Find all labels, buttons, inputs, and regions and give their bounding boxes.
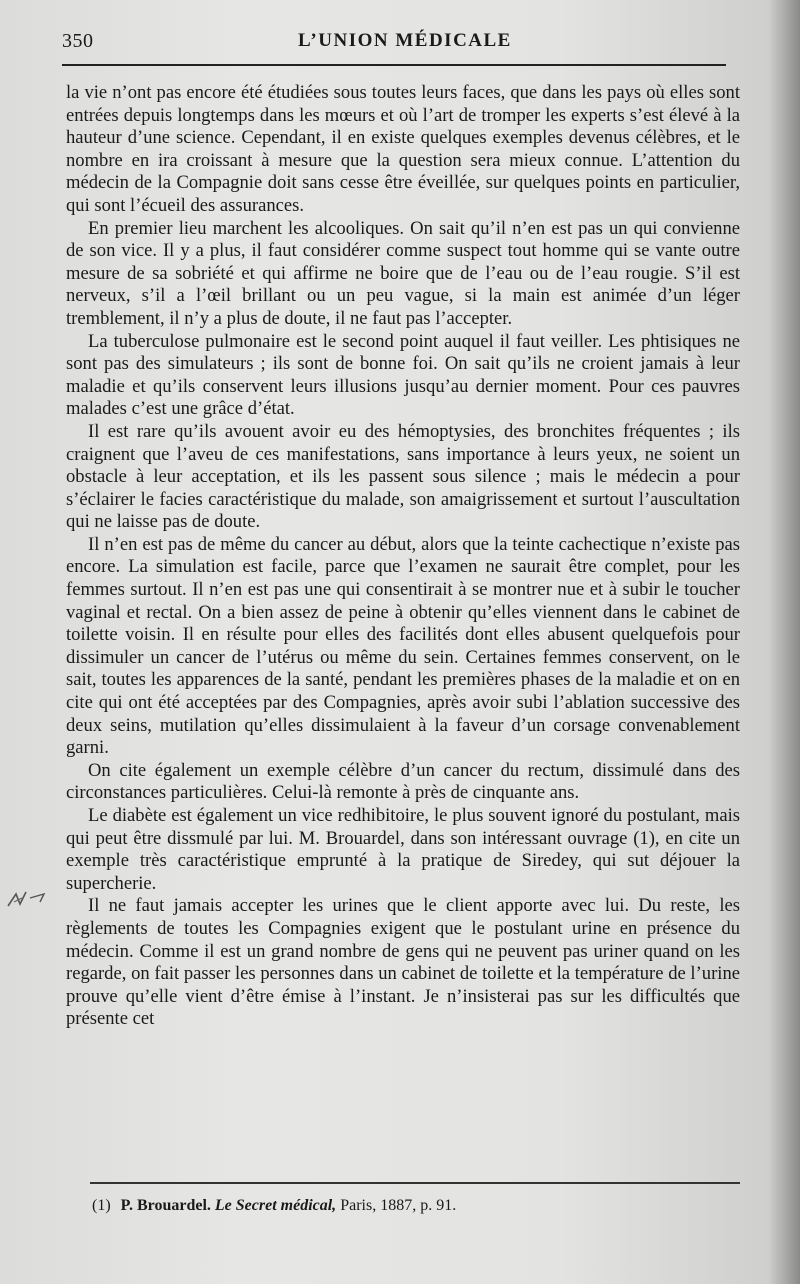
header-rule [62,64,726,66]
margin-pencil-mark-icon [4,884,60,914]
footnote-rule [90,1182,740,1184]
page-header [62,28,726,58]
footnote-marker: (1) [92,1197,111,1214]
paragraph-cancer-rectum: On cite également un exemple célèbre d’un cancer du rectum, dissimulé dans des circonstances particulières. Celui-là remonte à près de cinquante ans. [66,759,740,804]
body-text [66,82,740,1031]
footnote-publication: Paris, 1887, p. 91. [340,1197,457,1214]
paragraph-cancer: Il n’en est pas de même du cancer au début, alors que la teinte cachectique n’existe pas encore. La simulation est facile, parce que l’examen ne saurait être complet, pour les femmes surtout. Il n’en est pas une qui consentirait à se montrer nue et à subir le toucher vaginal et rectal. On a bien assez de peine à obtenir qu’elles viennent dans le cabinet de toilette voisin. Il en résulte pour elles des facilités dont elles abusent quelquefois pour dissimuler un cancer de l’utérus ou même du sein. Certaines femmes conservent, on le sait, toutes les apparences de la santé, pendant les premières phases de la maladie et on en cite qui ont été acceptées par des Compagnies, après avoir subi l’ablation successive des deux seins, mutilation qu’elles dissimulaient à la faveur d’un corsage convenablement garni. [66,533,740,759]
paragraph-tuberculose: La tuberculose pulmonaire est le second point auquel il faut veiller. Les phtisiques ne sont pas des simulateurs ; ils sont de bonne foi. On sait qu’ils ne croient jamais à leur maladie et qu’ils conservent leurs illusions jusqu’au dernier moment. Pour ces pauvres malades c’est une grâce d’état. [66,330,740,420]
footnote [92,1196,732,1216]
page-number: 350 [62,30,94,52]
paragraph-diabete: Le diabète est également un vice redhibitoire, le plus souvent ignoré du postulant, mais qui peut être dissmulé par lui. M. Brouardel, dans son intéressant ouvrage (1), en cite un exemple très caractéristique emprunté à la pratique de Siredey, qui sut déjouer la supercherie. [66,805,740,894]
footnote-author: P. Brouardel. [120,1197,211,1214]
paragraph-urines: Il ne faut jamais accepter les urines que le client apporte avec lui. Du reste, les règlements de toutes les Compagnies exigent que le postulant urine en présence du médecin. Comme il est un grand nombre de gens qui ne peuvent pas uriner quand on les regarde, on fait passer les personnes dans un cabinet de toilette et la température de l’urine prouve qu’elle vient d’être émise à l’instant. Je n’insisterai pas sur les difficultés que présente cet [66,895,740,1030]
footnote-title: Le Secret médical, [214,1197,337,1214]
paragraph-hemoptysies: Il est rare qu’ils avouent avoir eu des hémoptysies, des bronchites fréquentes ; ils craignent que l’aveu de ces manifestations, sans importance à leurs yeux, ne soient un obstacle à leur acceptation, et ils les passent sous silence ; mais le médecin a pour s’éclairer le facies caractéristique du malade, son amaigrissement et surtout l’auscultation qui ne laisse pas de doute. [66,420,740,533]
paragraph-alcooliques: En premier lieu marchent les alcooliques. On sait qu’il n’en est pas un qui convienne de son vice. Il y a plus, il faut considérer comme suspect tout homme qui se vante outre mesure de sa sobriété et qui affirme ne boire que de l’eau ou de l’eau rougie. S’il est nerveux, s’il a l’œil brillant ou un peu vague, si la main est animée d’un léger tremblement, il n’y a plus de doute, il ne faut pas l’accepter. [66,217,740,329]
running-title: L’UNION MÉDICALE [298,30,512,51]
paragraph-intro: la vie n’ont pas encore été étudiées sous toutes leurs faces, que dans les pays où elles sont entrées depuis longtemps dans les mœurs et où l’art de tromper les experts s’est élevé à la hauteur d’une science. Cependant, il en existe quelques exemples devenus célèbres, et le nombre en ira croissant à mesure que la question sera mieux connue. L’attention du médecin de la Compagnie doit sans cesse être éveillée, sur quelques points en particulier, qui sont l’écueil des assurances. [66,82,740,216]
